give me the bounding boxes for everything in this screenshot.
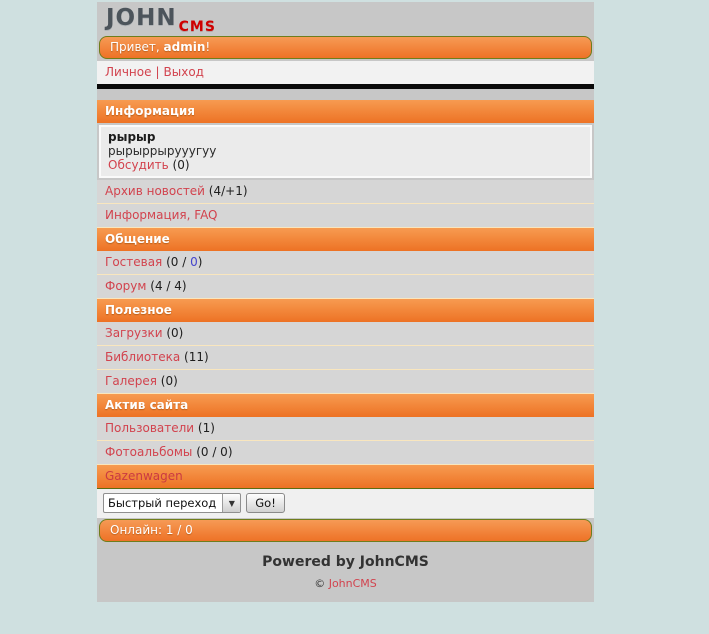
menu-item-gazenwagen[interactable] [97, 465, 594, 489]
menu-item-gallery[interactable] [97, 370, 594, 394]
menu-item-downloads[interactable] [97, 322, 594, 346]
news-title: рырыр [108, 130, 156, 144]
photo-albums-count: (0 / 0) [192, 445, 233, 459]
section-header-active: Актив сайта [97, 394, 594, 417]
logo-cms-text: CMS [178, 19, 216, 35]
discuss-link[interactable]: Обсудить [108, 158, 169, 172]
spacer [97, 89, 594, 100]
users-link[interactable]: Пользователи [105, 421, 195, 435]
menu-item-photo-albums[interactable] [97, 441, 594, 465]
downloads-link[interactable]: Загрузки [105, 326, 163, 340]
copyright-symbol: © [314, 577, 329, 590]
photo-albums-link[interactable]: Фотоальбомы [105, 445, 193, 459]
news-archive-count: (4/+1) [204, 184, 248, 198]
personal-link[interactable]: Личное [105, 65, 152, 79]
news-body: рырыррырууугуу [108, 144, 217, 158]
logo [97, 2, 594, 35]
copyright-link[interactable]: JohnCMS [328, 577, 377, 590]
library-link[interactable]: Библиотека [105, 350, 181, 364]
menu-item-guestbook[interactable] [97, 251, 594, 275]
logout-link[interactable]: Выход [163, 65, 204, 79]
news-archive-link[interactable]: Архив новостей [105, 184, 205, 198]
quick-jump-bar [97, 489, 594, 518]
menu-item-news-archive[interactable] [97, 180, 594, 204]
faq-link[interactable]: Информация, FAQ [105, 208, 218, 222]
menu-item-faq[interactable] [97, 204, 594, 228]
quick-jump-selected-option: Быстрый переход [108, 496, 217, 510]
news-block [99, 125, 592, 178]
gallery-link[interactable]: Галерея [105, 374, 157, 388]
guestbook-count-suffix: ) [197, 255, 203, 269]
section-header-useful: Полезное [97, 299, 594, 322]
logo-john-text: JOHN [106, 5, 177, 31]
guestbook-link[interactable]: Гостевая [105, 255, 163, 269]
forum-count: (4 / 4) [146, 279, 187, 293]
page-wrapper [97, 2, 594, 602]
quick-jump-select[interactable] [103, 493, 241, 513]
news-discuss-line [108, 158, 583, 172]
greeting-suffix: ! [205, 40, 211, 54]
greeting-prefix: Привет, [110, 40, 164, 54]
downloads-count: (0) [162, 326, 184, 340]
menu-item-forum[interactable] [97, 275, 594, 299]
user-nav [97, 61, 594, 84]
library-count: (11) [180, 350, 209, 364]
discuss-count: (0) [168, 158, 190, 172]
go-button[interactable]: Go! [246, 493, 285, 513]
menu-item-library[interactable] [97, 346, 594, 370]
copyright-line [97, 574, 594, 592]
users-count: (1) [194, 421, 215, 435]
forum-link[interactable]: Форум [105, 279, 147, 293]
gazenwagen-link[interactable]: Gazenwagen [105, 469, 183, 483]
section-header-chat: Общение [97, 228, 594, 251]
online-status-bar: Онлайн: 1 / 0 [99, 519, 592, 542]
greeting-username: admin [163, 40, 206, 54]
greeting-bar [99, 36, 592, 59]
chevron-down-icon[interactable]: ▼ [222, 494, 240, 512]
nav-separator: | [155, 65, 160, 79]
guestbook-new-count: 0 [190, 255, 198, 269]
menu-item-users[interactable] [97, 417, 594, 441]
powered-by-text: Powered by JohnCMS [262, 554, 429, 570]
gallery-count: (0) [156, 374, 178, 388]
guestbook-count-prefix: (0 / [162, 255, 191, 269]
section-header-info: Информация [97, 100, 594, 123]
